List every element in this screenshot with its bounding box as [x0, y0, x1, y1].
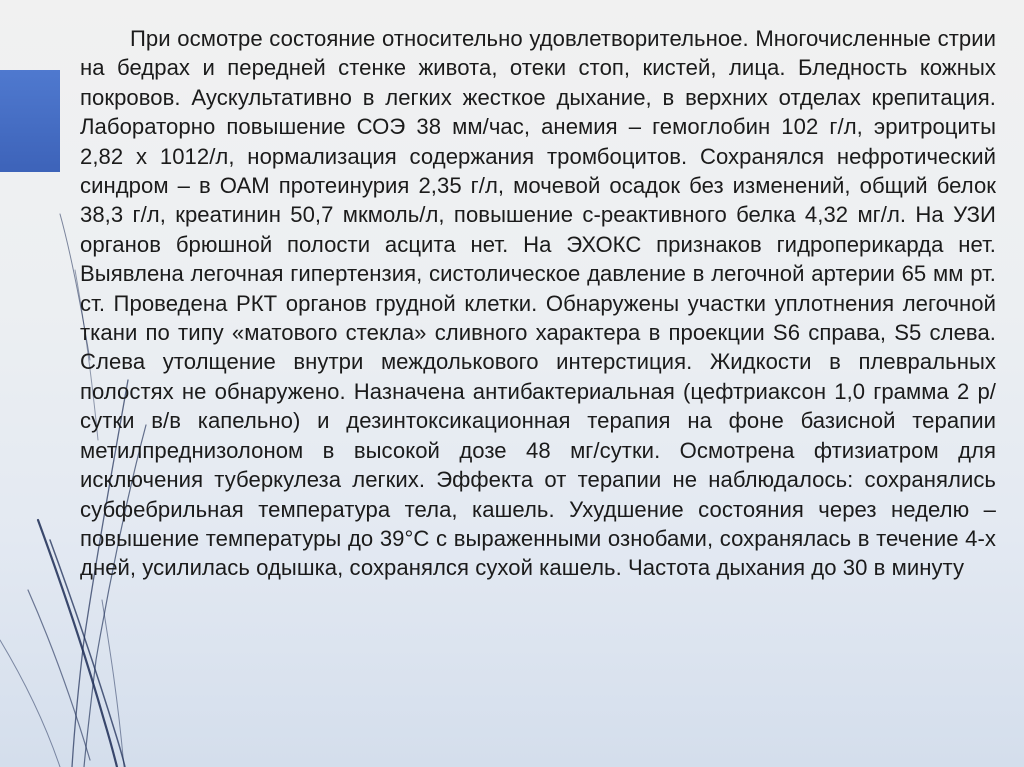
accent-blue-bar	[0, 70, 60, 172]
body-text: При осмотре состояние относительно удовлетворительное. Многочисленные стрии на бедрах и передней стенке живота, отеки стоп, кистей, лица. Бледность кожных покровов. Аускультативно в легких жесткое дыхание, в верхних отделах крепитация. Лабораторно повышение СОЭ 38 мм/час, анемия – гемоглобин 102 г/л, эритроциты 2,82 х 1012/л, нормализация содержания тромбоцитов. Сохранялся нефротический синдром – в ОАМ протеинурия 2,35 г/л, мочевой осадок без изменений, общий белок 38,3 г/л, креатинин 50,7 мкмоль/л, повышение с-реактивного белка 4,32 мг/л. На УЗИ органов брюшной полости асцита нет. На ЭХОКС признаков гидроперикарда нет. Выявлена легочная гипертензия, систолическое давление в легочной артерии 65 мм рт. ст. Проведена РКТ органов грудной клетки. Обнаружены участки уплотнения легочной ткани по типу «матового стекла» сливного характера в проекции S6 справа, S5 слева. Слева утолщение внутри междолькового интерстиция. Жидкости в плевральных полостях не обнаружено. Назначена антибактериальная (цефтриаксон 1,0 грамма 2 р/сутки в/в капельно) и дезинтоксикационная терапия на фоне базисной терапии метилпреднизолоном в высокой дозе 48 мг/сутки. Осмотрена фтизиатром для исключения туберкулеза легких. Эффекта от терапии не наблюдалось: сохранялись субфебрильная температура тела, кашель. Ухудшение состояния через неделю – повышение температуры до 39°C с выраженными ознобами, сохранялась в течение 4-х дней, усилилась одышка, сохранялся сухой кашель. Частота дыхания до 30 в минуту	[80, 26, 996, 581]
decor-line	[102, 600, 124, 767]
decor-line	[0, 640, 60, 767]
decor-line	[28, 590, 90, 760]
